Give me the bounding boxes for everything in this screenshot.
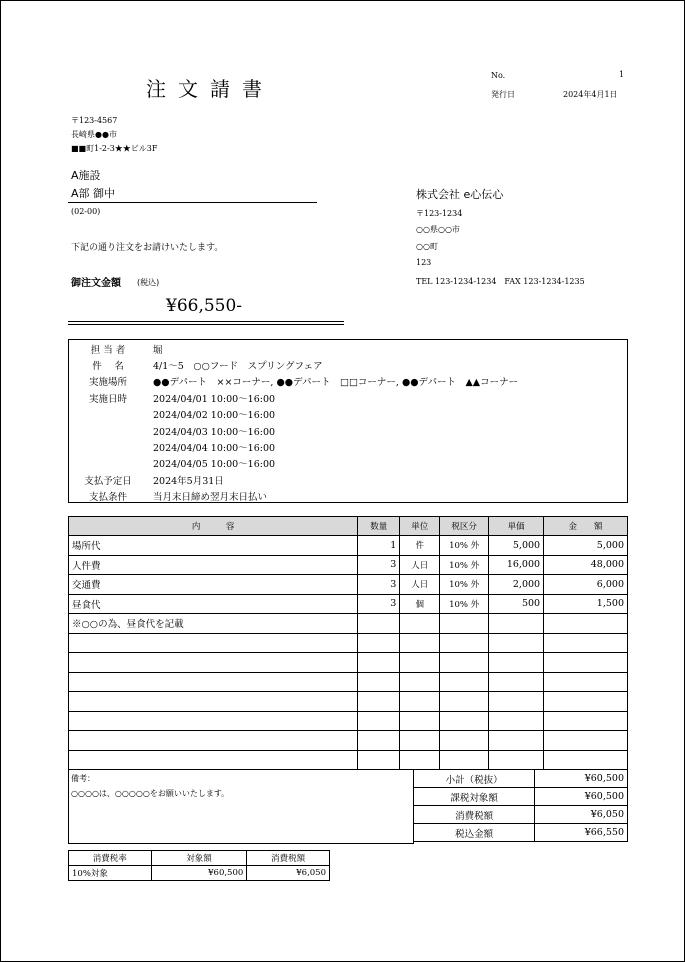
cell-amount [544, 750, 628, 770]
cell-qty [358, 672, 400, 692]
tax-amount: ¥6,050 [247, 866, 330, 881]
header-amount: 金 額 [544, 517, 628, 536]
tax-summary-header [69, 851, 330, 866]
company-number: 123 [416, 258, 432, 267]
header-tax: 税区分 [440, 517, 489, 536]
cell-tax [440, 672, 489, 692]
info-row-date-5 [69, 456, 627, 472]
cell-unit [400, 731, 440, 751]
cell-desc: 人件費 [69, 555, 358, 575]
cell-tax [440, 750, 489, 770]
cell-tax [440, 692, 489, 712]
cell-qty [358, 692, 400, 712]
info-row-paydate [69, 473, 627, 489]
info-row-kenmei [69, 358, 627, 374]
cell-price [489, 633, 544, 653]
kenmei-label: 件 名 [92, 361, 124, 372]
totals-value: ¥60,500 [535, 770, 628, 788]
cell-unit: 人日 [400, 575, 440, 595]
cell-unit [400, 633, 440, 653]
kenmei-value: 4/1～5 ○○フード スプリングフェア [153, 361, 323, 372]
recipient-code: (02-00) [71, 207, 101, 216]
cell-tax: 10% 外 [440, 575, 489, 595]
cell-qty [358, 711, 400, 731]
company-town: ○○町 [416, 242, 438, 251]
cell-unit [400, 750, 440, 770]
date-2: 2024/04/02 10:00～16:00 [153, 410, 276, 421]
date-1: 2024/04/01 10:00～16:00 [153, 394, 276, 405]
cell-qty [358, 731, 400, 751]
totals-label: 消費税額 [414, 806, 535, 824]
cell-desc [69, 672, 358, 692]
cell-desc [69, 633, 358, 653]
info-row-tantou [69, 342, 627, 358]
cell-price [489, 711, 544, 731]
header-qty: 数量 [358, 517, 400, 536]
cell-amount [544, 692, 628, 712]
sender-address-line1: 長崎県●●市 [71, 130, 117, 139]
cell-qty [358, 653, 400, 673]
empty-table-row [69, 711, 628, 731]
cell-desc: ※○○の為、昼食代を記載 [69, 614, 358, 634]
cell-tax [440, 711, 489, 731]
empty-table-row [69, 653, 628, 673]
totals-label: 税込金額 [414, 824, 535, 842]
paydate-label: 支払予定日 [84, 476, 132, 487]
cell-amount: 6,000 [544, 575, 628, 595]
info-row-date-3 [69, 424, 627, 440]
cell-tax [440, 614, 489, 634]
tax-header-base: 対象額 [151, 851, 247, 866]
items-table [68, 516, 628, 770]
cell-desc [69, 750, 358, 770]
cell-amount: 1,500 [544, 594, 628, 614]
cell-price: 500 [489, 594, 544, 614]
document-title: 注文請書 [146, 77, 274, 101]
totals-row [414, 824, 628, 842]
empty-table-row [69, 672, 628, 692]
totals-table [413, 769, 628, 842]
cell-unit: 人日 [400, 555, 440, 575]
cell-qty: 1 [358, 536, 400, 556]
cell-tax [440, 731, 489, 751]
payterm-value: 当月末日締め翌月末日払い [153, 492, 268, 503]
cell-qty: 3 [358, 575, 400, 595]
amount-label: 御注文金額 [71, 278, 121, 289]
company-name: 株式会社 e心伝心 [416, 188, 504, 201]
cell-unit [400, 614, 440, 634]
info-row-date-2 [69, 407, 627, 423]
cell-qty [358, 750, 400, 770]
empty-table-row [69, 633, 628, 653]
header-unit: 単位 [400, 517, 440, 536]
cell-tax [440, 653, 489, 673]
totals-value: ¥60,500 [535, 788, 628, 806]
recipient-facility: A施設 [71, 169, 101, 182]
recipient-underline [68, 202, 317, 203]
cell-tax: 10% 外 [440, 555, 489, 575]
tantou-value: 堀 [153, 345, 163, 356]
cell-price [489, 750, 544, 770]
cell-desc: 交通費 [69, 575, 358, 595]
tax-summary-table [68, 850, 330, 881]
cell-desc [69, 653, 358, 673]
empty-table-row [69, 750, 628, 770]
totals-row [414, 806, 628, 824]
order-info-box [68, 339, 628, 503]
tax-header-rate: 消費税率 [69, 851, 152, 866]
info-row-place [69, 374, 627, 390]
cell-amount [544, 653, 628, 673]
cell-amount [544, 614, 628, 634]
cell-desc [69, 711, 358, 731]
tax-base: ¥60,500 [151, 866, 247, 881]
cell-amount: 48,000 [544, 555, 628, 575]
remark-text: ○○○○は、○○○○○をお願いいたします。 [71, 789, 230, 798]
table-row [69, 614, 628, 634]
place-value: ●●デパート ××コーナー, ●●デパート □□コーナー, ●●デパート ▲▲コーナー [153, 377, 519, 388]
cell-amount [544, 672, 628, 692]
totals-row [414, 788, 628, 806]
cell-unit [400, 672, 440, 692]
remark-box [68, 769, 414, 844]
items-body [69, 536, 628, 770]
totals-label: 小計（税抜） [414, 770, 535, 788]
recipient-dept: A部 御中 [71, 187, 116, 200]
info-row-payterm [69, 489, 627, 505]
header-price: 単価 [489, 517, 544, 536]
date-4: 2024/04/04 10:00～16:00 [153, 443, 276, 454]
header-desc: 内 容 [69, 517, 358, 536]
cell-unit: 件 [400, 536, 440, 556]
totals-value: ¥6,050 [535, 806, 628, 824]
cell-price: 2,000 [489, 575, 544, 595]
cell-amount [544, 731, 628, 751]
totals-row [414, 770, 628, 788]
cell-tax: 10% 外 [440, 594, 489, 614]
cell-price: 16,000 [489, 555, 544, 575]
remark-label: 備考： [71, 774, 95, 783]
cell-unit [400, 653, 440, 673]
tantou-label: 担 当 者 [90, 345, 126, 356]
number-value: 1 [619, 70, 625, 79]
empty-table-row [69, 731, 628, 751]
date-5: 2024/04/05 10:00～16:00 [153, 459, 276, 470]
info-row-date-4 [69, 440, 627, 456]
cell-price: 5,000 [489, 536, 544, 556]
tax-header-amount: 消費税額 [247, 851, 330, 866]
paydate-value: 2024年5月31日 [153, 476, 224, 487]
table-row [69, 555, 628, 575]
tax-rate: 10%対象 [69, 866, 152, 881]
cell-desc [69, 692, 358, 712]
cell-qty: 3 [358, 555, 400, 575]
amount-underline-1 [68, 321, 344, 322]
cell-amount: 5,000 [544, 536, 628, 556]
info-row-datetime [69, 391, 627, 407]
cell-price [489, 672, 544, 692]
company-tel-fax: TEL 123-1234-1234 FAX 123-1234-1235 [416, 277, 585, 286]
cell-desc: 昼食代 [69, 594, 358, 614]
totals-label: 課税対象額 [414, 788, 535, 806]
cell-unit: 個 [400, 594, 440, 614]
sender-postal: 〒123-4567 [71, 116, 118, 125]
cell-unit [400, 711, 440, 731]
empty-table-row [69, 692, 628, 712]
items-header-row [69, 517, 628, 536]
table-row [69, 536, 628, 556]
date-3: 2024/04/03 10:00～16:00 [153, 427, 276, 438]
intro-text: 下記の通り注文をお請けいたします。 [71, 243, 224, 253]
company-pref: ○○県○○市 [416, 225, 460, 234]
cell-amount [544, 711, 628, 731]
cell-qty: 3 [358, 594, 400, 614]
table-row [69, 594, 628, 614]
totals-value: ¥66,550 [535, 824, 628, 842]
cell-qty [358, 614, 400, 634]
cell-tax: 10% 外 [440, 536, 489, 556]
cell-price [489, 614, 544, 634]
cell-price [489, 731, 544, 751]
place-label: 実施場所 [88, 377, 127, 388]
cell-qty [358, 633, 400, 653]
cell-price [489, 692, 544, 712]
number-label: No. [491, 71, 506, 80]
order-amount: ¥66,550- [166, 296, 243, 316]
datetime-label: 実施日時 [88, 394, 127, 405]
amount-underline-2 [68, 324, 344, 325]
cell-price [489, 653, 544, 673]
amount-tax-label: (税込) [137, 278, 160, 287]
tax-summary-row [69, 866, 330, 881]
cell-desc [69, 731, 358, 751]
payterm-label: 支払条件 [88, 492, 127, 503]
table-row [69, 575, 628, 595]
issue-date-value: 2024年4月1日 [563, 90, 618, 99]
cell-amount [544, 633, 628, 653]
cell-desc: 場所代 [69, 536, 358, 556]
issue-date-label: 発行日 [491, 90, 515, 99]
company-postal: 〒123-1234 [416, 209, 463, 218]
cell-unit [400, 692, 440, 712]
cell-tax [440, 633, 489, 653]
sender-address-line2: ■■町1-2-3★★ビル3F [71, 144, 158, 153]
